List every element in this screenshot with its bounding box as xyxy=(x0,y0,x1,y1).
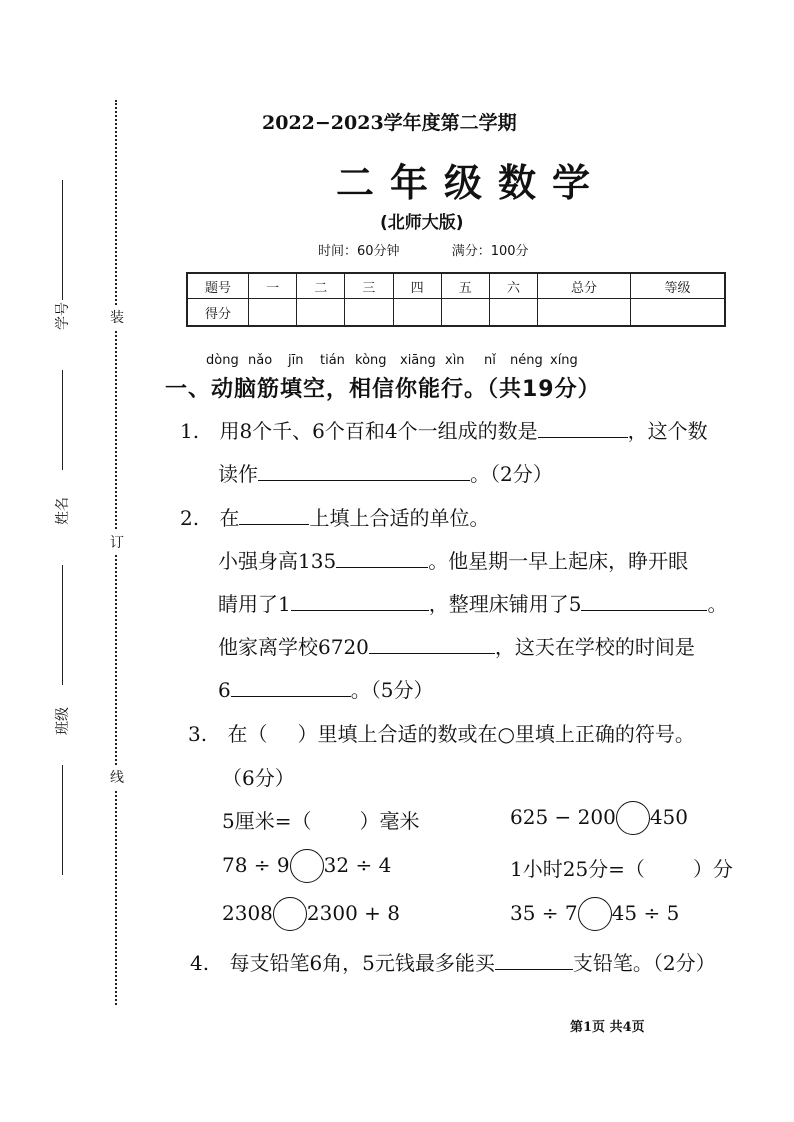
q3-text: 2300 + 8 xyxy=(306,901,401,925)
score-header-cell: 题号 xyxy=(187,273,249,299)
semester-heading: 2022−2023学年度第二学期 xyxy=(262,112,517,134)
q1-line2 xyxy=(218,458,553,487)
pinyin: tián xyxy=(320,353,345,368)
q2-number: 2. xyxy=(180,506,200,530)
q1-text: 读作 xyxy=(218,462,258,486)
q3-text: ）里填上合适的数或在○里填上正确的符号。 xyxy=(297,722,695,746)
score-header-cell: 五 xyxy=(441,273,489,299)
pinyin: xiāng xyxy=(400,353,436,368)
q4-text: 支铅笔。（2分） xyxy=(572,951,716,975)
pinyin: xìn xyxy=(445,353,465,368)
q3-text: 2308 xyxy=(222,901,273,925)
q3-compare-circle[interactable] xyxy=(578,897,612,931)
q2-line3 xyxy=(218,588,727,617)
score-header-cell: 等级 xyxy=(630,273,725,299)
q2-text: 。他星期一早上起床，睁开眼 xyxy=(428,549,689,573)
time-limit: 时间：60分钟 xyxy=(318,244,400,259)
q3-item4 xyxy=(510,853,733,882)
q3-text: 78 ÷ 9 xyxy=(222,853,290,877)
q2-text: 小强身高135 xyxy=(218,549,337,573)
name-label: 姓名 xyxy=(55,497,71,525)
score-cell[interactable] xyxy=(297,299,345,327)
q3-item6 xyxy=(510,901,679,927)
q2-bed-blank[interactable] xyxy=(581,590,707,611)
q1-points: 。（2分） xyxy=(470,462,553,486)
q2-text: 他家离学校6720 xyxy=(218,635,369,659)
score-header-cell: 总分 xyxy=(538,273,631,299)
q1-text: 用8个千、6个百和4个一组成的数是 xyxy=(219,419,538,443)
score-cell[interactable] xyxy=(393,299,441,327)
binding-char-zhuang: 装 xyxy=(110,305,124,329)
pinyin: nǐ xyxy=(484,353,496,368)
q4-answer-blank[interactable] xyxy=(495,949,573,970)
q3-points: （6分） xyxy=(222,766,295,790)
q3-compare-circle[interactable] xyxy=(273,897,307,931)
pinyin: xíng xyxy=(550,353,578,368)
q3-text: 35 ÷ 7 xyxy=(510,901,578,925)
score-header-cell: 四 xyxy=(393,273,441,299)
score-cell[interactable] xyxy=(538,299,631,327)
q3-item5 xyxy=(222,901,400,927)
q2-line5 xyxy=(218,674,433,703)
score-header-cell: 三 xyxy=(345,273,393,299)
q4-text: 每支铅笔6角，5元钱最多能买 xyxy=(229,951,495,975)
class-label: 班级 xyxy=(55,707,71,735)
q2-time-blank[interactable] xyxy=(231,676,351,697)
q2-line4 xyxy=(218,631,695,660)
q3-text: 45 ÷ 5 xyxy=(611,901,680,925)
q3-number: 3. xyxy=(188,722,208,746)
q3-line1 xyxy=(188,718,695,747)
q2-text: 上填上合适的单位。 xyxy=(309,506,490,530)
score-table xyxy=(186,272,726,327)
student-id-line xyxy=(62,180,63,300)
q3-compare-circle[interactable] xyxy=(290,849,324,883)
q1-reading-blank[interactable] xyxy=(258,460,470,481)
q2-line2 xyxy=(218,545,688,574)
score-header-cell: 一 xyxy=(249,273,297,299)
score-row-label: 得分 xyxy=(187,299,249,327)
q1-number: 1. xyxy=(180,419,200,443)
pinyin: jīn xyxy=(288,353,304,368)
q2-text: 在 xyxy=(219,506,240,530)
score-cell[interactable] xyxy=(249,299,297,327)
q3-text: 1小时25分=（ xyxy=(510,857,645,881)
q2-height-blank[interactable] xyxy=(336,547,428,568)
score-cell[interactable] xyxy=(630,299,725,327)
q4-line xyxy=(190,947,716,976)
full-score: 满分：100分 xyxy=(451,244,529,259)
q3-text: 5厘米=（ xyxy=(222,809,312,833)
pinyin: kòng xyxy=(355,353,387,368)
q3-item3 xyxy=(222,853,391,879)
q2-eyes-blank[interactable] xyxy=(291,590,429,611)
q3-text: 625 − 200 xyxy=(510,805,616,829)
q3-text: ）分 xyxy=(692,857,733,881)
q2-line1 xyxy=(180,502,489,531)
exam-title: 二年级数学 xyxy=(336,161,607,205)
q2-text: 。 xyxy=(707,592,728,616)
class-line xyxy=(62,565,63,685)
score-cell[interactable] xyxy=(489,299,537,327)
q3-text: 32 ÷ 4 xyxy=(323,853,392,877)
page-number: 第1页 共4页 xyxy=(570,1020,645,1035)
q3-text: 在（ xyxy=(227,722,268,746)
q2-text: ，这天在学校的时间是 xyxy=(494,635,695,659)
q3-item2 xyxy=(510,805,688,831)
edition-label: (北师大版) xyxy=(380,213,464,233)
section-heading: 一、动脑筋填空，相信你能行。（共19分） xyxy=(165,377,601,402)
q1-line1 xyxy=(180,415,708,444)
pinyin: dòng xyxy=(206,353,239,368)
exam-info xyxy=(318,240,577,259)
binding-char-xian: 线 xyxy=(110,765,124,789)
q2-text: ，整理床铺用了5 xyxy=(428,592,582,616)
extra-line xyxy=(62,765,63,875)
q2-distance-blank[interactable] xyxy=(369,633,495,654)
q3-item1 xyxy=(222,805,419,834)
q2-example-blank xyxy=(239,504,309,525)
q3-text: ）毫米 xyxy=(359,809,420,833)
q1-text: ，这个数 xyxy=(627,419,708,443)
q2-text: 睛用了1 xyxy=(218,592,291,616)
binding-char-ding: 订 xyxy=(110,530,124,554)
q3-compare-circle[interactable] xyxy=(616,801,650,835)
score-table-header-row xyxy=(187,273,725,299)
score-header-cell: 二 xyxy=(297,273,345,299)
q4-number: 4. xyxy=(190,951,210,975)
score-table-score-row xyxy=(187,299,725,327)
name-line xyxy=(62,370,63,470)
score-cell[interactable] xyxy=(441,299,489,327)
score-cell[interactable] xyxy=(345,299,393,327)
pinyin: nǎo xyxy=(248,353,273,368)
q3-text: 450 xyxy=(649,805,689,829)
score-header-cell: 六 xyxy=(489,273,537,299)
q1-answer-blank[interactable] xyxy=(538,417,628,438)
pinyin: néng xyxy=(510,353,543,368)
q2-text: 6 xyxy=(218,678,231,702)
q2-points: 。（5分） xyxy=(350,678,434,702)
student-id-label: 学号 xyxy=(55,302,71,330)
